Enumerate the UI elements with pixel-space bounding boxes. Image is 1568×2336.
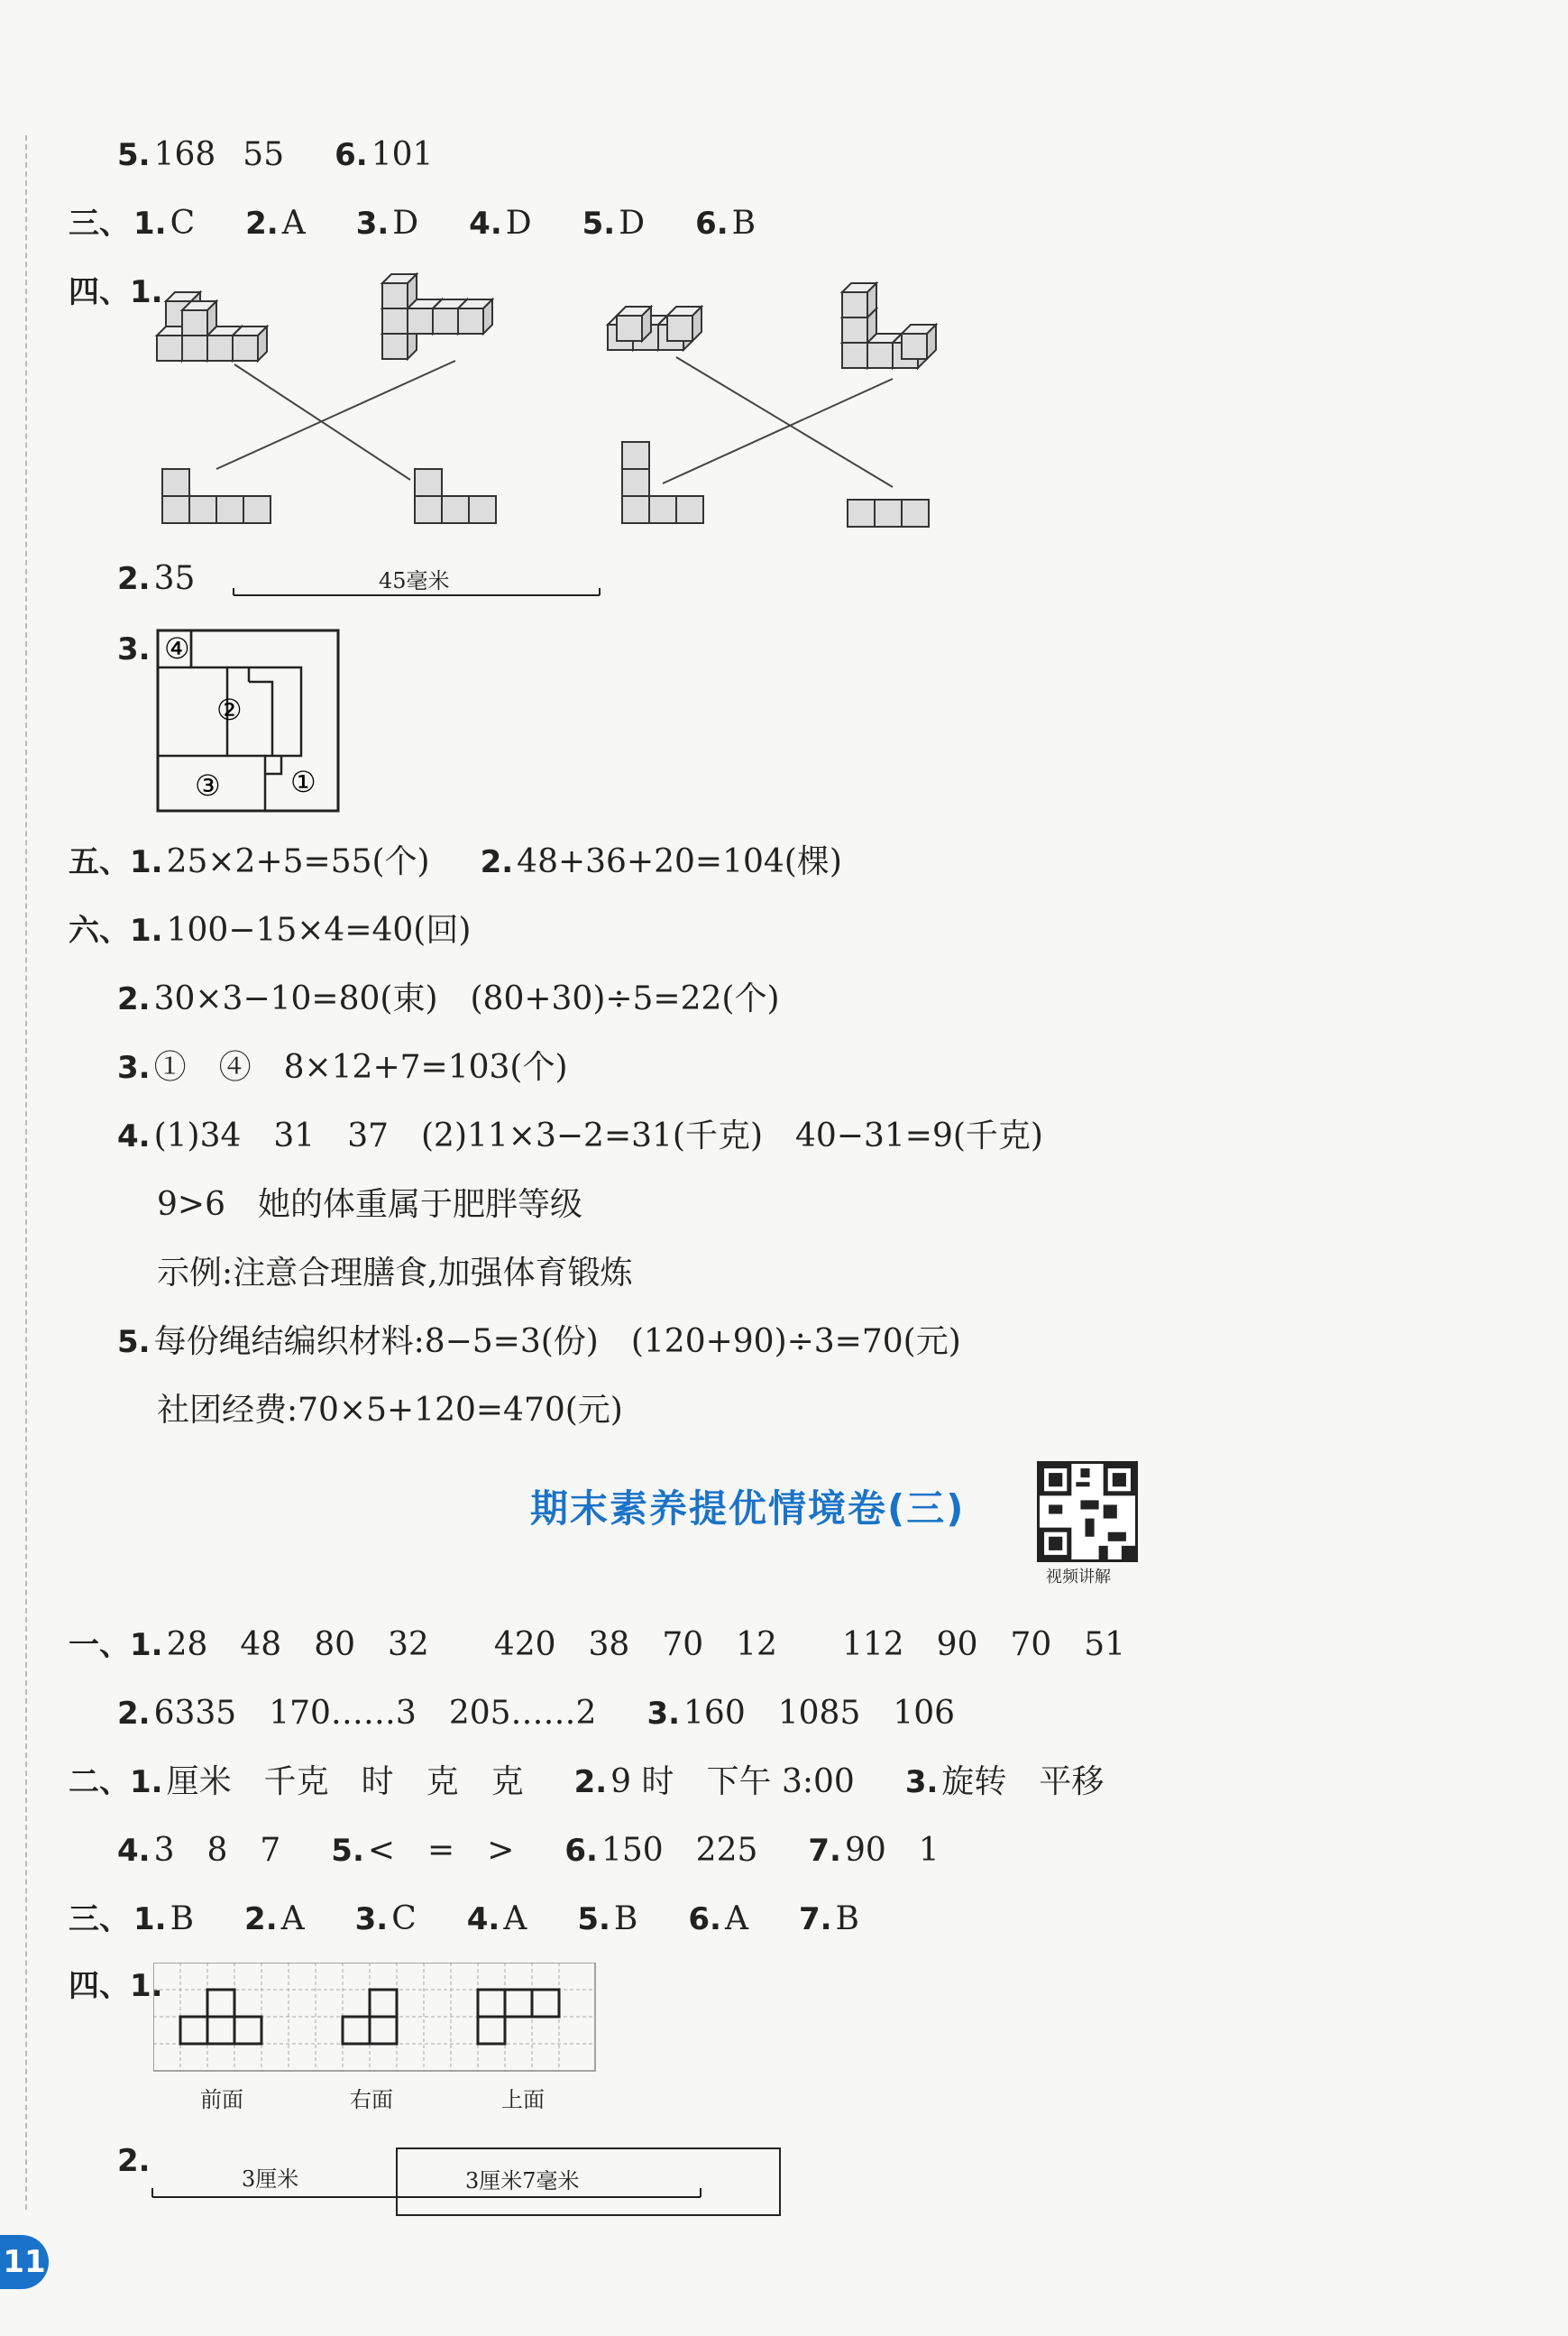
answer-letter: A bbox=[724, 1900, 748, 1937]
answer-letter: B bbox=[731, 205, 756, 242]
match-line bbox=[234, 364, 410, 480]
part3-section-1-q2-q3: 2. 6335 170……3 205……2 3. 160 1085 106 bbox=[117, 1695, 956, 1732]
view-l-long bbox=[162, 469, 271, 523]
circle-1: ① bbox=[290, 765, 316, 799]
answer-letter: C bbox=[170, 205, 196, 242]
section-6-q3: 3. ① ④ 8×12+7=103(个) bbox=[117, 1049, 568, 1086]
answer-line-5-6: 5. 168 55 6. 101 bbox=[117, 136, 434, 173]
question-number: 5. bbox=[582, 206, 616, 242]
answer-2-ruler: 2. 35 bbox=[117, 560, 196, 597]
part3-choice-answer-5 bbox=[577, 1900, 637, 1937]
choice-answer-1 bbox=[133, 205, 195, 242]
match-line bbox=[676, 357, 893, 487]
question-number: 6. bbox=[688, 1901, 721, 1937]
answer-3-label: 3. bbox=[117, 631, 151, 667]
part3-section-2-row2: 4. 3 8 7 5. < = > 6. 150 225 7. 90 1 bbox=[117, 1832, 940, 1869]
view-label-front: 前面 bbox=[200, 2087, 243, 2112]
answer-letter: D bbox=[392, 205, 419, 242]
question-number: 6. bbox=[695, 206, 729, 242]
ruler-label-3cm: 3厘米 bbox=[242, 2166, 299, 2192]
choice-answer-4 bbox=[469, 205, 531, 242]
section-title: 期末素养提优情境卷(三) bbox=[530, 1486, 966, 1531]
answer-letter: A bbox=[281, 205, 306, 242]
question-number: 7. bbox=[798, 1901, 832, 1937]
question-number: 1. bbox=[133, 1901, 167, 1937]
view-label-right: 右面 bbox=[350, 2087, 393, 2112]
cube-shape-c bbox=[608, 307, 701, 350]
answer-letter: B bbox=[835, 1900, 859, 1937]
part3-choice-answer-3 bbox=[355, 1900, 417, 1937]
answer-letter: D bbox=[619, 205, 646, 242]
three-view-grid bbox=[153, 1963, 597, 2074]
answer-letter: C bbox=[391, 1900, 417, 1937]
choice-answer-5 bbox=[582, 205, 645, 242]
part3-section-4-q2: 2. bbox=[117, 2143, 151, 2179]
section-6-q5-line2: 社团经费:70×5+120=470(元) bbox=[157, 1392, 623, 1429]
question-number: 5. bbox=[577, 1901, 610, 1937]
front-view bbox=[180, 1990, 261, 2044]
part3-choice-answer-2 bbox=[244, 1900, 305, 1937]
view-row bbox=[848, 500, 929, 527]
part3-section-1-q1: 一、1. 28 48 80 32 420 38 70 12 112 90 70 51 bbox=[69, 1626, 1126, 1663]
part3-choice-answer-1 bbox=[133, 1900, 194, 1937]
section-4-heading: 四、1. bbox=[69, 274, 163, 310]
margin-divider bbox=[25, 135, 27, 2210]
part3-section-3-answers: 三、 1. B 2. A 3. C 4. A 5. B 6. A 7. B bbox=[69, 1900, 859, 1937]
section-6-q1: 六、1. 100−15×4=40(回) bbox=[69, 912, 472, 949]
cube-shape-d bbox=[842, 283, 936, 368]
qr-label: 视频讲解 bbox=[1046, 1568, 1111, 1586]
circle-4: ④ bbox=[164, 631, 190, 666]
view-l-short bbox=[415, 469, 496, 523]
page-number-badge: 11 bbox=[0, 2235, 49, 2289]
section-5-answers: 五、1. 25×2+5=55(个) 2. 48+36+20=104(棵) bbox=[69, 843, 842, 880]
right-view bbox=[343, 1990, 397, 2044]
part3-choice-answer-7 bbox=[799, 1900, 859, 1937]
ruler-label-3cm7mm: 3厘米7毫米 bbox=[465, 2168, 580, 2193]
section-6-q5: 5. 每份绳结编织材料:8−5=3(份) (120+90)÷3=70(元) bbox=[117, 1323, 961, 1360]
part3-section-2-row1: 二、1. 厘米 千克 时 克 克 2. 9 时 下午 3:00 3. 旋转 平移 bbox=[69, 1763, 1105, 1800]
circle-2: ② bbox=[216, 693, 243, 727]
choice-answer-2 bbox=[245, 205, 306, 242]
cube-matching-diagram bbox=[144, 271, 974, 541]
choice-answer-6 bbox=[695, 205, 756, 242]
question-number: 3. bbox=[354, 1901, 389, 1937]
question-number: 2. bbox=[245, 206, 279, 242]
puzzle-square bbox=[155, 628, 344, 817]
question-number: 3. bbox=[355, 206, 390, 242]
section-6-q4-line2: 9>6 她的体重属于肥胖等级 bbox=[157, 1186, 582, 1223]
circle-3: ③ bbox=[195, 768, 221, 803]
answer-letter: A bbox=[280, 1900, 305, 1937]
cube-shape-a bbox=[157, 292, 267, 361]
match-line bbox=[663, 379, 893, 483]
view-label-top: 上面 bbox=[501, 2087, 545, 2112]
answer-letter: B bbox=[613, 1900, 638, 1937]
section-6-q2: 2. 30×3−10=80(束) (80+30)÷5=22(个) bbox=[117, 980, 780, 1017]
question-number: 4. bbox=[466, 1901, 500, 1937]
section-6-q4-line3: 示例:注意合理膳食,加强体育锻炼 bbox=[157, 1255, 633, 1292]
question-number: 1. bbox=[133, 206, 167, 242]
section-6-q4: 4. (1)34 31 37 (2)11×3−2=31(千克) 40−31=9(千克) bbox=[117, 1117, 1043, 1154]
answer-letter: D bbox=[505, 205, 532, 242]
question-number: 4. bbox=[469, 206, 502, 242]
question-number: 2. bbox=[244, 1901, 278, 1937]
qr-code-icon[interactable] bbox=[1037, 1461, 1138, 1562]
answer-letter: A bbox=[503, 1900, 527, 1937]
section-3-answers: 三、 1. C 2. A 3. D 4. D 5. D 6. B bbox=[69, 205, 756, 242]
answer-letter: B bbox=[170, 1900, 195, 1937]
part3-section-4-heading: 四、1. bbox=[69, 1968, 163, 2004]
choice-answer-3 bbox=[356, 205, 418, 242]
ruler-label-45: 45毫米 bbox=[379, 568, 450, 593]
part3-choice-answer-4 bbox=[467, 1900, 527, 1937]
top-view bbox=[478, 1990, 559, 2044]
cube-shape-b bbox=[382, 274, 492, 359]
part3-choice-answer-6 bbox=[688, 1900, 748, 1937]
